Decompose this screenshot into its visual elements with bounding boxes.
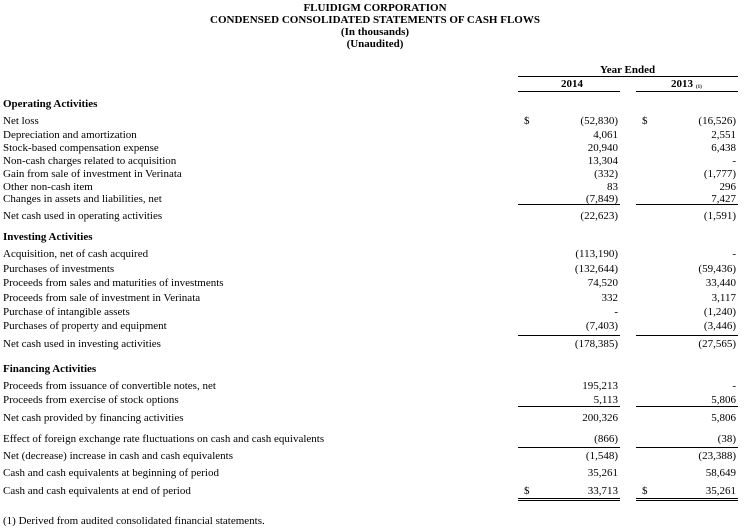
year-2013-heading: 2013 $_{(1)}$ <box>671 78 702 90</box>
value-2014: (332) <box>594 168 618 180</box>
subtotal-rule-2013 <box>636 204 738 205</box>
row-label: Other non-cash item <box>3 181 93 193</box>
value-2013: 58,649 <box>705 467 736 479</box>
row-label: Net (decrease) increase in cash and cash equivalents <box>3 450 233 462</box>
col-2013-underline <box>636 91 738 92</box>
value-2013: (59,436) <box>698 263 736 275</box>
value-2013: - <box>732 248 736 260</box>
row-label: Cash and cash equivalents at end of period <box>3 485 191 497</box>
value-2013: 7,427 <box>711 193 736 205</box>
value-2014: 13,304 <box>587 155 618 167</box>
col-2014-underline <box>518 91 620 92</box>
row-label: Purchases of property and equipment <box>3 320 167 332</box>
subtotal-rule-2013 <box>636 406 738 407</box>
row-label: Gain from sale of investment in Verinata <box>3 168 182 180</box>
company-name: FLUIDIGM CORPORATION <box>303 2 447 14</box>
value-2013: (3,446) <box>703 320 736 332</box>
subtotal-rule-2013 <box>636 447 738 448</box>
row-label: Proceeds from sale of investment in Verinata <box>3 292 201 304</box>
value-2014: 35,261 <box>587 467 618 479</box>
value-2014: 83 <box>607 181 618 193</box>
subtotal-rule-2014 <box>518 335 620 336</box>
value-2013: 35,261 <box>705 485 736 497</box>
row-label: Proceeds from issuance of convertible notes, net <box>3 380 216 392</box>
value-2014: (22,623) <box>580 210 618 222</box>
row-label: Depreciation and amortization <box>3 129 137 141</box>
total-rule-2013 <box>636 498 738 499</box>
row-label: Net cash used in operating activities <box>3 210 163 222</box>
value-2013: - <box>732 155 736 167</box>
value-2013: 296 <box>719 181 736 193</box>
value-2013: (27,565) <box>698 338 736 350</box>
footnote: (1) Derived from audited consolidated financial statements. <box>3 515 265 527</box>
section-investing: Investing Activities <box>3 231 93 243</box>
value-2013: (38) <box>717 433 736 445</box>
value-2014: 200,326 <box>582 412 618 424</box>
row-label: Proceeds from sales and maturities of investments <box>3 277 224 289</box>
row-label: Net loss <box>3 115 39 127</box>
dollar-sign: $ <box>524 115 530 127</box>
statement-title: CONDENSED CONSOLIDATED STATEMENTS OF CASH FLOWS <box>210 14 540 26</box>
footnote-marker: (1) <box>696 85 702 90</box>
value-2014: 332 <box>601 292 618 304</box>
row-label: Stock-based compensation expense <box>3 142 159 154</box>
value-2013: 6,438 <box>711 142 736 154</box>
section-financing: Financing Activities <box>3 363 97 375</box>
year-2014-heading: 2014 <box>561 78 583 90</box>
value-2013: 5,806 <box>711 412 736 424</box>
value-2014: - <box>614 306 618 318</box>
row-label: Non-cash charges related to acquisition <box>3 155 177 167</box>
value-2014: (132,644) <box>574 263 618 275</box>
total-double-rule-2014 <box>518 500 620 501</box>
row-label: Net cash used in investing activities <box>3 338 161 350</box>
subtotal-rule-2014 <box>518 447 620 448</box>
period-underline <box>518 76 738 77</box>
value-2014: (113,190) <box>575 248 618 260</box>
value-2014: (52,830) <box>580 115 618 127</box>
row-label: Net cash provided by financing activities <box>3 412 184 424</box>
dollar-sign: $ <box>642 115 648 127</box>
row-label: Purchase of intangible assets <box>3 306 130 318</box>
subtotal-rule-2013 <box>636 335 738 336</box>
value-2014: 33,713 <box>587 485 618 497</box>
value-2014: 20,940 <box>587 142 618 154</box>
value-2013: (1,591) <box>703 210 736 222</box>
value-2014: (7,403) <box>585 320 618 332</box>
section-operating: Operating Activities <box>3 98 98 110</box>
row-label: Purchases of investments <box>3 263 115 275</box>
row-label: Cash and cash equivalents at beginning of period <box>3 467 219 479</box>
row-label: Proceeds from exercise of stock options <box>3 394 179 406</box>
subtotal-rule-2014 <box>518 406 620 407</box>
row-label: Acquisition, net of cash acquired <box>3 248 149 260</box>
value-2014: 4,061 <box>593 129 618 141</box>
units-note: (In thousands) <box>340 26 410 38</box>
total-rule-2014 <box>518 498 620 499</box>
row-label: Changes in assets and liabilities, net <box>3 193 162 205</box>
audit-note: (Unaudited) <box>346 38 404 50</box>
dollar-sign: $ <box>642 485 648 497</box>
dollar-sign: $ <box>524 485 530 497</box>
value-2013: 3,117 <box>711 292 736 304</box>
total-double-rule-2013 <box>636 500 738 501</box>
period-heading: Year Ended <box>600 64 656 76</box>
value-2014: (866) <box>594 433 618 445</box>
value-2013: (1,777) <box>703 168 736 180</box>
value-2013: - <box>732 380 736 392</box>
subtotal-rule-2014 <box>518 204 620 205</box>
value-2013: 5,806 <box>711 394 736 406</box>
value-2013: (23,388) <box>698 450 736 462</box>
value-2014: 195,213 <box>582 380 618 392</box>
value-2013: 33,440 <box>705 277 736 289</box>
value-2014: (7,849) <box>585 193 618 205</box>
value-2013: 2,551 <box>711 129 736 141</box>
row-label: Effect of foreign exchange rate fluctuations on cash and cash equivalents <box>3 433 325 445</box>
value-2014: 5,113 <box>593 394 618 406</box>
value-2014: (178,385) <box>574 338 618 350</box>
value-2013: (1,240) <box>703 306 736 318</box>
value-2014: 74,520 <box>587 277 618 289</box>
value-2013: (16,526) <box>698 115 736 127</box>
value-2014: (1,548) <box>585 450 618 462</box>
